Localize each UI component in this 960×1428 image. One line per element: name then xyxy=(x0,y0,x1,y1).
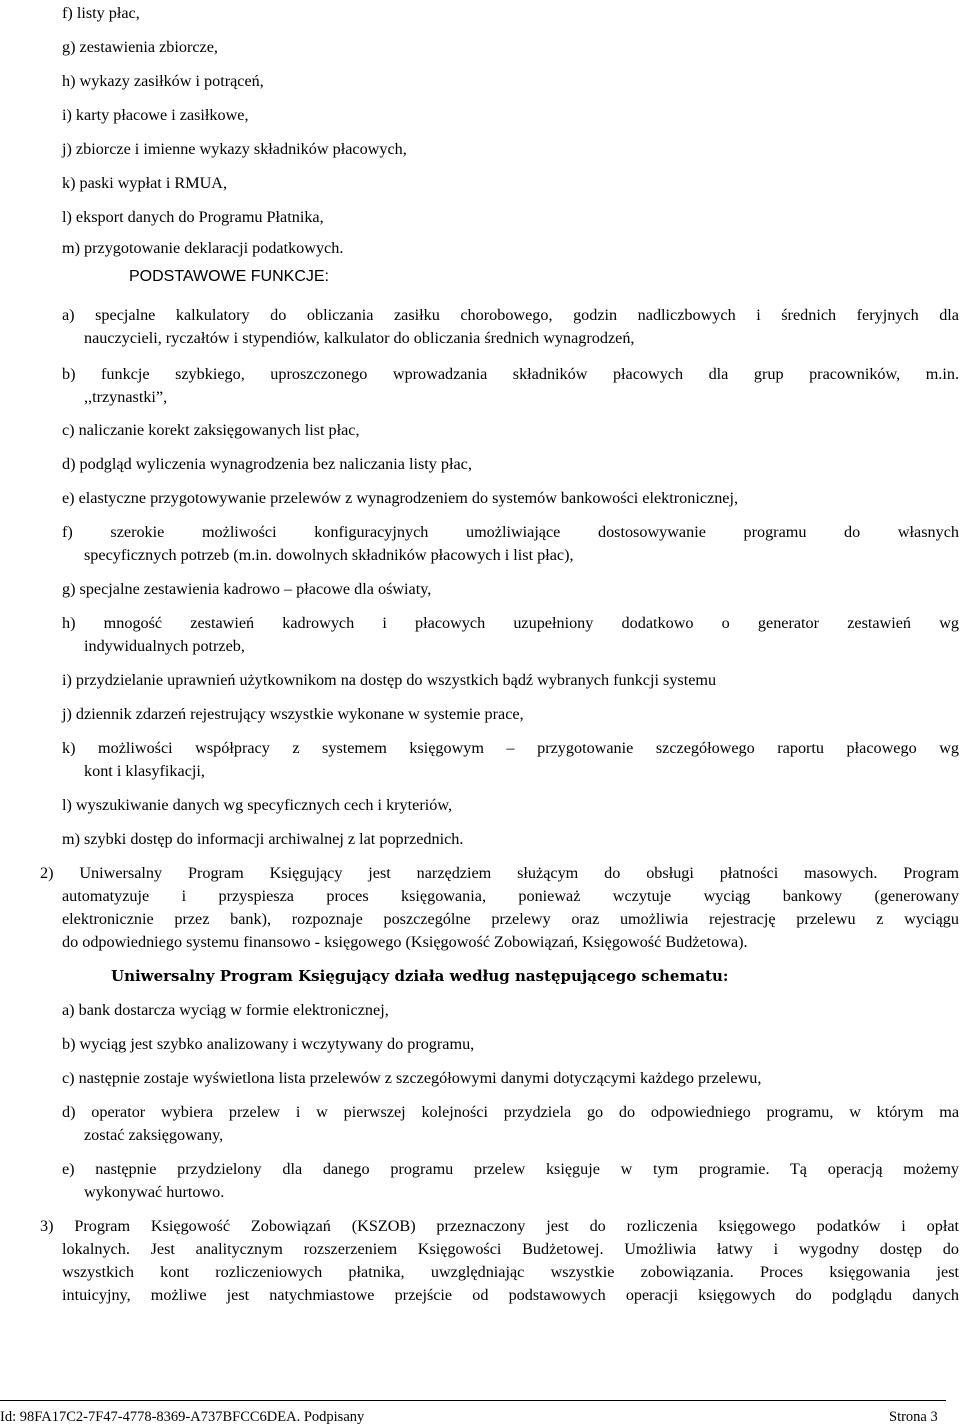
section-3-line: wszystkich kont rozliczeniowych płatnika, uwzględniając wszystkie zobowiązania. Proces księgowania jest xyxy=(62,1263,959,1281)
function-item-l: l) wyszukiwanie danych wg specyficznych cech i kryteriów, xyxy=(62,796,453,814)
section-heading-scheme: Uniwersalny Program Księgujący działa według następującego schematu: xyxy=(111,967,729,985)
section-2-line: 2) Uniwersalny Program Księgujący jest narzędziem służącym do obsługi płatności masowych. Program xyxy=(40,864,959,882)
section-2-line: do odpowiedniego systemu finansowo - księgowego (Księgowość Zobowiązań, Księgowość Budżetowa). xyxy=(62,933,748,951)
function-item-b: b) funkcje szybkiego, uproszczonego wprowadzania składników płacowych dla grup pracowników, m.in. xyxy=(62,365,959,383)
scheme-item-b: b) wyciąg jest szybko analizowany i wczytywany do programu, xyxy=(62,1035,475,1053)
function-item-i: i) przydzielanie uprawnień użytkownikom na dostęp do wszystkich bądź wybranych funkcji systemu xyxy=(62,671,717,689)
function-item-f: f) szerokie możliwości konfiguracyjnych umożliwiające dostosowywanie programu do własnych xyxy=(62,523,959,541)
section-2-line: automatyzuje i przyspiesza proces księgowania, ponieważ wczytuje wyciąg bankowy (generowany xyxy=(62,887,959,905)
list-item: j) zbiorcze i imienne wykazy składników płacowych, xyxy=(62,140,407,158)
function-item-m: m) szybki dostęp do informacji archiwalnej z lat poprzednich. xyxy=(62,830,464,848)
scheme-item-d: d) operator wybiera przelew i w pierwszej kolejności przydziela go do odpowiedniego programu, w którym ma xyxy=(62,1103,959,1121)
list-item: g) zestawienia zbiorcze, xyxy=(62,38,218,56)
function-item-f-cont: specyficznych potrzeb (m.in. dowolnych składników płacowych i list płac), xyxy=(84,546,574,564)
function-item-h-cont: indywidualnych potrzeb, xyxy=(84,637,245,655)
scheme-item-d-cont: zostać zaksięgowany, xyxy=(84,1126,224,1144)
list-item: k) paski wypłat i RMUA, xyxy=(62,174,228,192)
list-item: l) eksport danych do Programu Płatnika, xyxy=(62,208,324,226)
function-item-a-cont: nauczycieli, ryczałtów i stypendiów, kalkulator do obliczania średnich wynagrodzeń, xyxy=(84,329,635,347)
list-item: f) listy płac, xyxy=(62,4,140,22)
section-3-line: lokalnych. Jest analitycznym rozszerzeniem Księgowości Budżetowej. Umożliwia łatwy i wygodny dostęp do xyxy=(62,1240,959,1258)
function-item-e: e) elastyczne przygotowywanie przelewów z wynagrodzeniem do systemów bankowości elektronicznej, xyxy=(62,489,739,507)
section-3-line: intuicyjny, możliwe jest natychmiastowe przejście od podstawowych operacji księgowych do podglądu danych xyxy=(62,1286,959,1304)
scheme-item-e-cont: wykonywać hurtowo. xyxy=(84,1183,225,1201)
function-item-k-cont: kont i klasyfikacji, xyxy=(84,762,205,780)
function-item-b-cont: ,,trzynastki”, xyxy=(84,388,168,406)
function-item-a: a) specjalne kalkulatory do obliczania zasiłku chorobowego, godzin nadliczbowych i średnich feryjnych dla xyxy=(62,306,959,324)
footer-document-id: Id: 98FA17C2-7F47-4778-8369-A737BFCC6DEA. Podpisany xyxy=(0,1409,365,1425)
list-item: i) karty płacowe i zasiłkowe, xyxy=(62,106,249,124)
function-item-k: k) możliwości współpracy z systemem księgowym – przygotowanie szczegółowego raportu płacowego wg xyxy=(62,739,959,757)
footer-page-number: Strona 3 xyxy=(889,1409,938,1425)
function-item-d: d) podgląd wyliczenia wynagrodzenia bez naliczania listy płac, xyxy=(62,455,472,473)
function-item-c: c) naliczanie korekt zaksięgowanych list płac, xyxy=(62,421,360,439)
footer-divider xyxy=(0,1400,946,1401)
scheme-item-a: a) bank dostarcza wyciąg w formie elektronicznej, xyxy=(62,1001,389,1019)
section-2-line: elektronicznie przez bank), rozpoznaje poszczególne przelewy oraz umożliwia rejestrację przelewu z wyciągu xyxy=(62,910,959,928)
scheme-item-e: e) następnie przydzielony dla danego programu przelew księguje w tym programie. Tą operacją możemy xyxy=(62,1160,959,1178)
section-heading-functions: PODSTAWOWE FUNKCJE: xyxy=(129,268,329,285)
list-item: m) przygotowanie deklaracji podatkowych. xyxy=(62,239,344,257)
function-item-j: j) dziennik zdarzeń rejestrujący wszystkie wykonane w systemie prace, xyxy=(62,705,524,723)
function-item-g: g) specjalne zestawienia kadrowo – płacowe dla oświaty, xyxy=(62,580,432,598)
section-3-line: 3) Program Księgowość Zobowiązań (KSZOB) przeznaczony jest do rozliczenia księgowego podatków i opłat xyxy=(40,1217,959,1235)
function-item-h: h) mnogość zestawień kadrowych i płacowych uzupełniony dodatkowo o generator zestawień wg xyxy=(62,614,959,632)
scheme-item-c: c) następnie zostaje wyświetlona lista przelewów z szczegółowymi danymi dotyczącymi każdego przelewu, xyxy=(62,1069,762,1087)
list-item: h) wykazy zasiłków i potrąceń, xyxy=(62,72,264,90)
